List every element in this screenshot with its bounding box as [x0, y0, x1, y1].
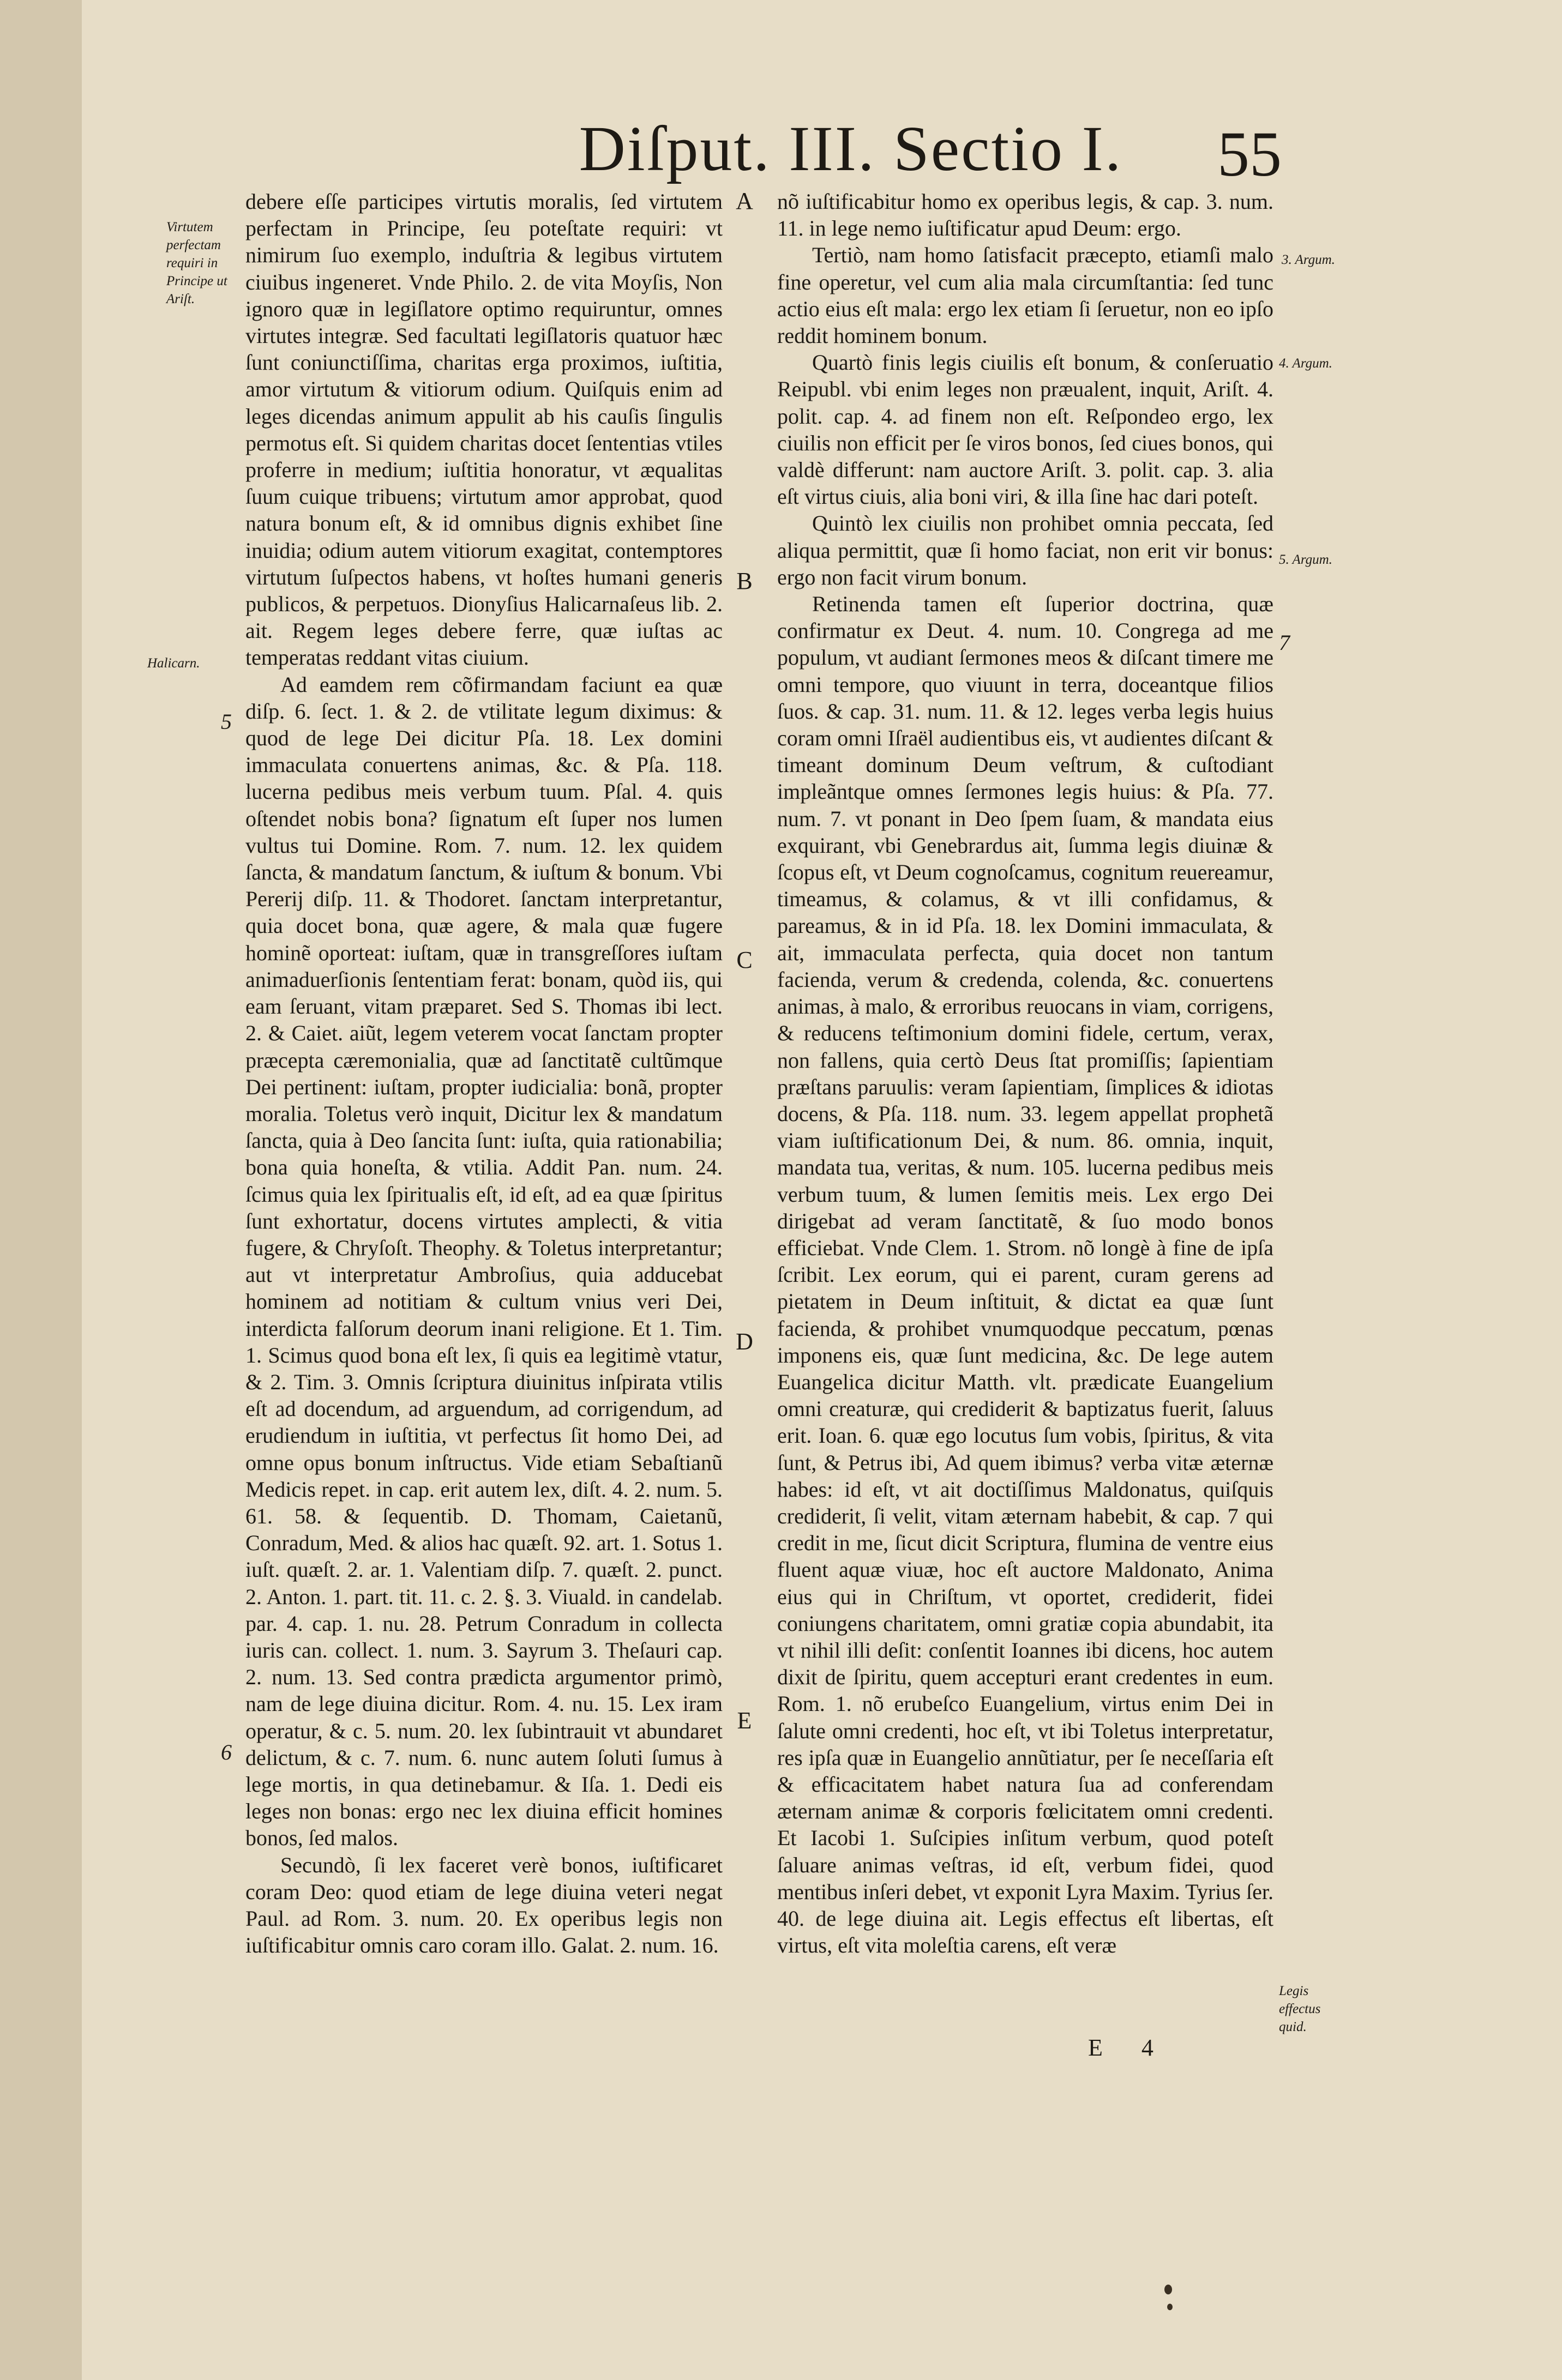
- page-number: 55: [1217, 118, 1282, 190]
- margin-note-legis-effectus: Legis effectus quid.: [1279, 1984, 1321, 2034]
- left-paragraph: Secundò, ſi lex faceret verè bonos, iuſtificaret coram Deo: quod etiam de lege diuina veteri negat Paul. ad Rom. 3. num. 20. Ex operibus legis non iuſtificabitur omnis caro coram illo. Galat. 2. num. 16.: [245, 1852, 723, 1958]
- section-letter-c: C: [736, 947, 753, 973]
- margin-note-virtutem: Virtutem perfectam requiri in Principe ut Ariſt.: [166, 220, 227, 306]
- right-text-column: [777, 188, 1273, 2036]
- left-paragraph: debere eſſe participes virtutis moralis, ſed virtutem perfectam in Principe, ſeu poteſtate requiri: vt nimirum ſuo exemplo, induſtria & legibus virtutem ciuibus ingeneret. Vnde Philo. 2. de vita Moyſis, Non ignoro quæ in legiſlatore optimo requiruntur, omnes virtutes integræ. Sed facultati legiſlatoris quatuor hæc ſunt coniunctiſſima, charitas erga proximos, iuſtitia, amor virtutum & vitiorum odium. Quiſquis enim ad leges dicendas animum appulit ab his cauſis ſingulis permotus eſt. Si quidem charitas docet ſententias vtiles proferre in medium; iuſtitia honoratur, vt æqualitas ſuum cuique tribuens; virtutum amor approbat, quod natura bonum eſt, & id omnibus dignis exhibet ſine inuidia; odium autem vitiorum exagitat, contemptores virtutum ſuſpectos habens, vt hoſtes humani generis publicos, & perpetuos. Dionyſius Halicarnaſeus lib. 2. ait. Regem leges debere ferre, quæ iuſtas ac temperatas reddant vitas ciuium.: [245, 189, 723, 670]
- signature-mark: E 4: [1088, 2034, 1170, 2061]
- section-letter-b: B: [736, 568, 753, 594]
- ink-speck: [1164, 2285, 1172, 2294]
- right-paragraph: Retinenda tamen eſt ſuperior doctrina, quæ confirmatur ex Deut. 4. num. 10. Congrega ad me populum, vt audiant ſermones meos & diſcant timere me omni tempore, quo viuunt in terra, doceantque filios ſuos. & cap. 31. num. 11. & 12. leges verba legis huius coram omni Iſraël audientibus eis, vt audientes diſcant & timeant dominum Deum veſtrum, & cuſtodiant impleãntque omnes ſermones legis huius: & Pſa. 77. num. 7. vt ponant in Deo ſpem ſuam, & mandata eius exquirant, vbi Genebrardus ait, ſumma legis diuinæ & ſcopus eſt, vt Deum cognoſcamus, cognitum reuereamur, timeamus, & colamus, & vt illi confidamus, & pareamus, & in id Pſa. 18. lex Domini immaculata, & ait, immaculata perfecta, quia docet non tantum facienda, verum & credenda, colenda, &c. conuertens animas, à malo, & erroribus reuocans in viam, corrigens, & reducens teſtimonium domini fidele, certum, verax, non fallens, quia certò Deus ſtat promiſſis; ſapientiam præſtans paruulis: veram ſapientiam, ſimplices & idiotas docens, & Pſa. 118. num. 33. legem appellat prophetã viam iuſtificationum Dei, & num. 86. omnia, inquit, mandata tua, veritas, & num. 105. lucerna pedibus meis verbum tuum, & lumen ſemitis meis. Lex ergo Dei dirigebat ad veram ſanctitatẽ, & ſuo modo bonos efficiebat. Vnde Clem. 1. Strom. nõ longè à fine de ipſa ſcribit. Lex eorum, qui ei parent, curam gerens ad pietatem in Deum inſtituit, & dictat ea quæ ſunt facienda, & prohibet vnumquodque peccatum, pœnas imponens eis, quæ ſunt medicina, &c. De lege autem Euangelica dicitur Matth. vlt. prædicate Euangelium omni creaturæ, qui crediderit & baptizatus fuerit, ſaluus erit. Ioan. 6. quæ ego locutus ſum vobis, ſpiritus, & vita ſunt, & Petrus ibi, Ad quem ibimus? verba vitæ æternæ habes: id eſt, vt ait doctiſſimus Maldonatus, quiſquis crediderit, ſi velit, vitam æternam habebit, & cap. 7 qui credit in me, ſicut dicit Scriptura, flumina de ventre eius fluent aquæ viuæ, hoc eſt auctore Maldonato, Anima eius qui in Chriſtum, vt oportet, crediderit, fidei coniungens charitatem, omni gratiæ copia abundabit, ita vt nihil illi deſit: conſentit Ioannes ibi dicens, hoc autem dixit de ſpiritu, quem accepturi erant credentes in eum. Rom. 1. nõ erubeſco Euangelium, virtus enim Dei in ſalute omni credenti, hoc eſt, vt ibi Toletus interpretatur, res ipſa quæ in Euangelio annũtiatur, per ſe neceſſaria eſt & efficacitatem habet natura ſua ad conferendam æternam animæ & corporis fœlicitatem omni credenti. Et Iacobi 1. Suſcipies inſitum verbum, quod poteſt ſaluare animas veſtras, id eſt, verbum fidei, quod mentibus inſeri debet, vt exponit Lyra Maxim. Tyrius ſer. 40. de lege diuina ait. Legis effectus eſt libertas, eſt virtus, eſt vita moleſtia carens, eſt veræ: [777, 592, 1273, 1958]
- margin-note-arg3: 3. Argum.: [1282, 252, 1335, 267]
- right-paragraph: Tertiò, nam homo ſatisfacit præcepto, etiamſi malo fine operetur, vel cum alia mala circumſtantia: ſed tunc actio eius eſt mala: ergo lex etiam ſi ſeruetur, non eo ipſo reddit hominem bonum.: [777, 243, 1273, 348]
- section-letter-d: D: [736, 1328, 753, 1355]
- paragraph-number-6: 6: [221, 1740, 232, 1764]
- running-head: Diſput. III. Sectio I.: [579, 113, 1123, 184]
- margin-note-arg5: 5. Argum.: [1279, 552, 1332, 567]
- right-paragraph: Quintò lex ciuilis non prohibet omnia peccata, ſed aliqua permittit, quæ ſi homo faciat, non erit vir bonus: ergo non facit virum bonum.: [777, 511, 1273, 589]
- section-letter-a: A: [736, 188, 753, 214]
- margin-note-halicarn: Halicarn.: [147, 656, 200, 671]
- right-paragraph: nõ iuſtificabitur homo ex operibus legis, & cap. 3. num. 11. in lege nemo iuſtificatur apud Deum: ergo.: [777, 189, 1273, 241]
- right-paragraph: Quartò finis legis ciuilis eſt bonum, & conſeruatio Reipubl. vbi enim leges non præualent, inquit, Ariſt. 4. polit. cap. 4. ad finem non eſt. Reſpondeo ergo, lex ciuilis non efficit per ſe viros bonos, ſed ciues bonos, qui valdè differunt: nam auctore Ariſt. 3. polit. cap. 3. alia eſt virtus ciuis, alia boni viri, & illa ſine hac dari poteſt.: [777, 350, 1273, 509]
- paragraph-number-7: 7: [1279, 630, 1290, 655]
- section-letter-e: E: [737, 1707, 752, 1734]
- left-text-column: [245, 188, 723, 2036]
- page-gutter: [0, 0, 82, 2380]
- margin-note-arg4: 4. Argum.: [1279, 356, 1332, 371]
- ink-speck: [1167, 2304, 1173, 2310]
- left-paragraph: Ad eamdem rem cõfirmandam faciunt ea quæ diſp. 6. ſect. 1. & 2. de vtilitate legum diximus: & quod de lege Dei dicitur Pſa. 18. Lex domini immaculata conuertens animas, &c. & Pſa. 118. lucerna pedibus meis verbum tuum. Pſal. 4. quis oſtendet nobis bona? ſignatum eſt ſuper nos lumen vultus tui Domine. Rom. 7. num. 12. lex quidem ſancta, & mandatum ſanctum, & iuſtum & bonum. Vbi Pererij diſp. 11. & Thodoret. ſanctam interpretantur, quia docet bona, quæ agere, & mala quæ fugere hominẽ oporteat: iuſtam, quæ in transgreſſores iuſtam animaduerſionis ſententiam ferat: bonam, quòd iis, qui eam ſeruant, vitam præparet. Sed S. Thomas ibi lect. 2. & Caiet. aiũt, legem veterem vocat ſanctam propter præcepta cæremonialia, quæ ad ſanctitatẽ cultũmque Dei pertinent: iuſtam, propter iudicialia: bonã, propter moralia. Toletus verò inquit, Dicitur lex & mandatum ſancta, quia à Deo ſancita ſunt: iuſta, quia rationabilia; bona quia honeſta, & vtilia. Addit Pan. num. 24. ſcimus quia lex ſpiritualis eſt, id eſt, ad ea quæ ſpiritus ſunt exhortatur, docens virtutes amplecti, & vitia fugere, & Chryſoſt. Theophy. & Toletus interpretantur; aut vt interpretatur Ambroſius, quia adducebat hominem ad notitiam & cultum vnius veri Dei, interdicta falſorum deorum inani religione. Et 1. Tim. 1. Scimus quod bona eſt lex, ſi quis ea legitimè vtatur, & 2. Tim. 3. Omnis ſcriptura diuinitus inſpirata vtilis eſt ad docendum, ad arguendum, ad corrigendum, ad erudiendum in iuſtitia, vt perfectus ſit homo Dei, ad omne opus bonum inſtructus. Vide etiam Sebaſtianũ Medicis repet. in cap. erit autem lex, diſt. 4. 2. num. 5. 61. 58. & ſequentib. D. Thomam, Caietanũ, Conradum, Med. & alios hac quæſt. 92. art. 1. Sotus 1. iuſt. quæſt. 2. ar. 1. Valentiam diſp. 7. quæſt. 2. punct. 2. Anton. 1. part. tit. 11. c. 2. §. 3. Viuald. in candelab. par. 4. cap. 1. nu. 28. Petrum Conradum in collecta iuris can. collect. 1. num. 3. Sayrum 3. Theſauri cap. 2. num. 13. Sed contra prædicta argumentor primò, nam de lege diuina dicitur. Rom. 4. nu. 15. Lex iram operatur, & c. 5. num. 20. lex ſubintrauit vt abundaret delictum, & c. 7. num. 6. nunc autem ſoluti ſumus à lege mortis, in qua detinebamur. & Iſa. 1. Dedi eis leges non bonas: ergo nec lex diuina efficit homines bonos, ſed malos.: [245, 672, 723, 1851]
- paragraph-number-5: 5: [221, 709, 232, 734]
